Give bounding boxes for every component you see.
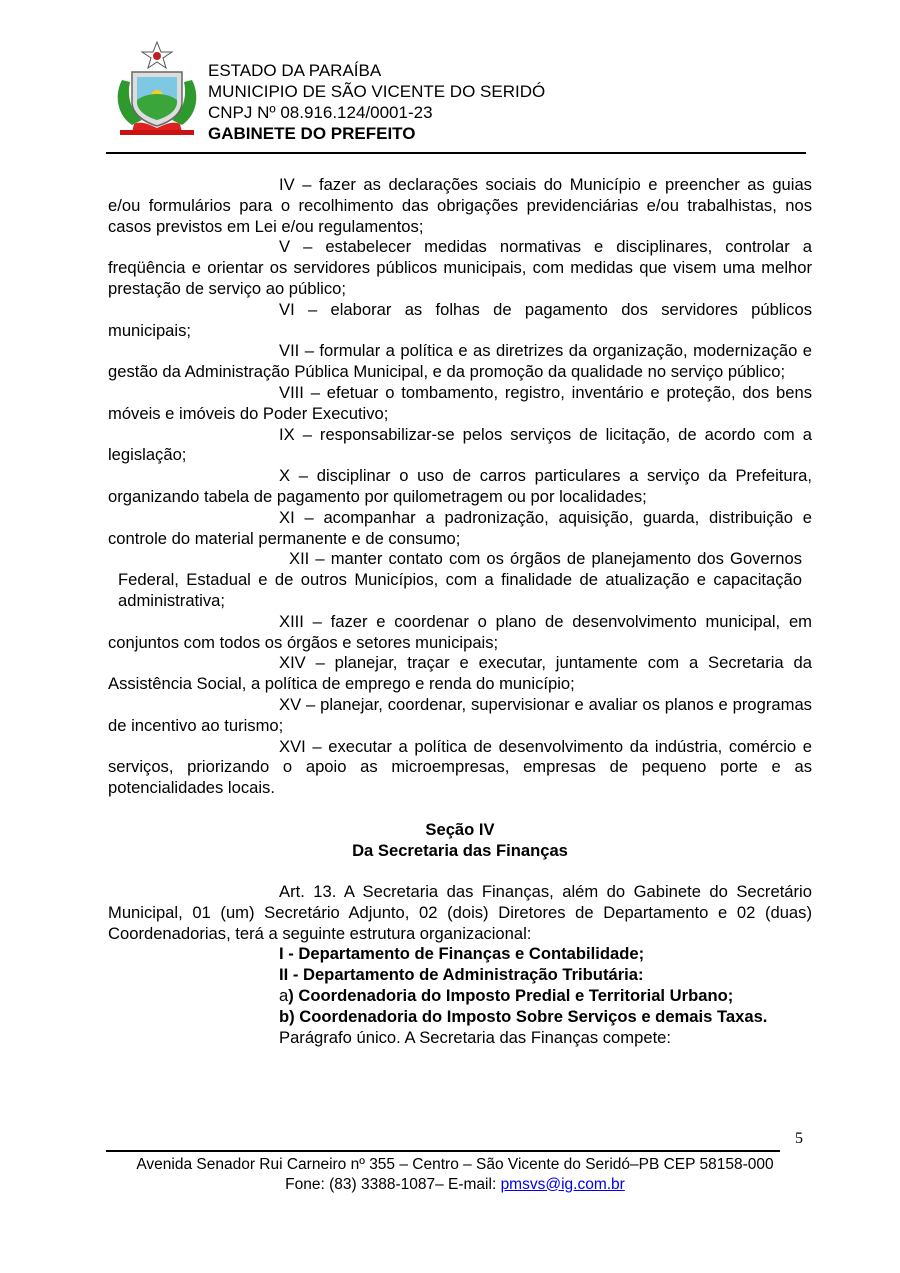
- page-number: 5: [795, 1130, 803, 1147]
- item-vi: VI – elaborar as folhas de pagamento dos servidores públicos municipais;: [108, 299, 812, 340]
- item-viii: VIII – efetuar o tombamento, registro, inventário e proteção, dos bens móveis e imóveis do Poder Executivo;: [108, 382, 812, 423]
- article-13: Art. 13. A Secretaria das Finanças, além do Gabinete do Secretário Municipal, 01 (um) Secretário Adjunto, 02 (dois) Diretores de Departamento e 02 (duas) Coordenadorias, terá a seguinte estrutura organizacional:: [108, 882, 812, 943]
- structure-item-1: I - Departamento de Finanças e Contabilidade;: [279, 944, 645, 964]
- item-xvi: XVI – executar a política de desenvolvimento da indústria, comércio e serviços, priorizando o apoio as microempresas, empresas de pequeno porte e as potencialidades locais.: [108, 736, 812, 798]
- footer-phone: Fone: (83) 3388-1087– E-mail:: [285, 1175, 501, 1193]
- structure-item-2: II - Departamento de Administração Tributária:: [279, 965, 644, 985]
- letterhead: [108, 40, 808, 155]
- item-vii: VII – formular a política e as diretrizes da organização, modernização e gestão da Administração Pública Municipal, e da promoção da qualidade no serviço público;: [108, 341, 812, 382]
- footer-divider: [106, 1150, 780, 1152]
- document-body: [108, 175, 812, 1048]
- footer-address: Avenida Senador Rui Carneiro nº 355 – Centro – São Vicente do Seridó–PB CEP 58158-000: [136, 1156, 774, 1173]
- office-name: GABINETE DO PREFEITO: [208, 124, 416, 143]
- item-ix: IX – responsabilizar-se pelos serviços de licitação, de acordo com a legislação;: [108, 424, 812, 465]
- footer-contact: [100, 1175, 810, 1195]
- structure-item-4: b) Coordenadoria do Imposto Sobre Serviços e demais Taxas.: [279, 1006, 768, 1026]
- cnpj: CNPJ Nº 08.916.124/0001-23: [208, 103, 433, 122]
- item-xv: XV – planejar, coordenar, supervisionar e avaliar os planos e programas de incentivo ao turismo;: [108, 694, 812, 735]
- section-title: Seção IV: [425, 819, 495, 839]
- sole-paragraph: Parágrafo único. A Secretaria das Finanças compete:: [279, 1027, 672, 1047]
- email-link[interactable]: pmsvs@ig.com.br: [500, 1175, 625, 1193]
- item-xii: XII – manter contato com os órgãos de planejamento dos Governos Federal, Estadual e de outros Municípios, com a finalidade de atualização e capacitação administrativa;: [118, 549, 802, 610]
- letterhead-text: [208, 60, 545, 144]
- structure-item-3: a) Coordenadoria do Imposto Predial e Territorial Urbano;: [279, 986, 734, 1006]
- item-xi: XI – acompanhar a padronização, aquisição, guarda, distribuição e controle do material permanente e de consumo;: [108, 507, 812, 548]
- item-v: V – estabelecer medidas normativas e disciplinares, controlar a freqüência e orientar os servidores públicos municipais, com medidas que visem uma melhor prestação de serviço ao público;: [108, 237, 812, 298]
- state-name: ESTADO DA PARAÍBA: [208, 61, 382, 80]
- item-iv: IV – fazer as declarações sociais do Município e preencher as guias e/ou formulários para o recolhimento das obrigações previdenciárias e/ou trabalhistas, nos casos previstos em Lei e/ou regulamentos;: [108, 175, 812, 236]
- item-xiii: XIII – fazer e coordenar o plano de desenvolvimento municipal, em conjuntos com todos os órgãos e setores municipais;: [108, 611, 812, 652]
- municipality-name: MUNICIPIO DE SÃO VICENTE DO SERIDÓ: [208, 82, 546, 101]
- section-subtitle: Da Secretaria das Finanças: [352, 840, 568, 860]
- item-xiv: XIV – planejar, traçar e executar, juntamente com a Secretaria da Assistência Social, a política de emprego e renda do município;: [108, 653, 812, 694]
- header-divider: [106, 152, 806, 154]
- footer: [100, 1155, 810, 1194]
- item-x: X – disciplinar o uso de carros particulares a serviço da Prefeitura, organizando tabela de pagamento por quilometragem ou por localidades;: [108, 466, 812, 506]
- coat-of-arms-icon: [112, 40, 202, 138]
